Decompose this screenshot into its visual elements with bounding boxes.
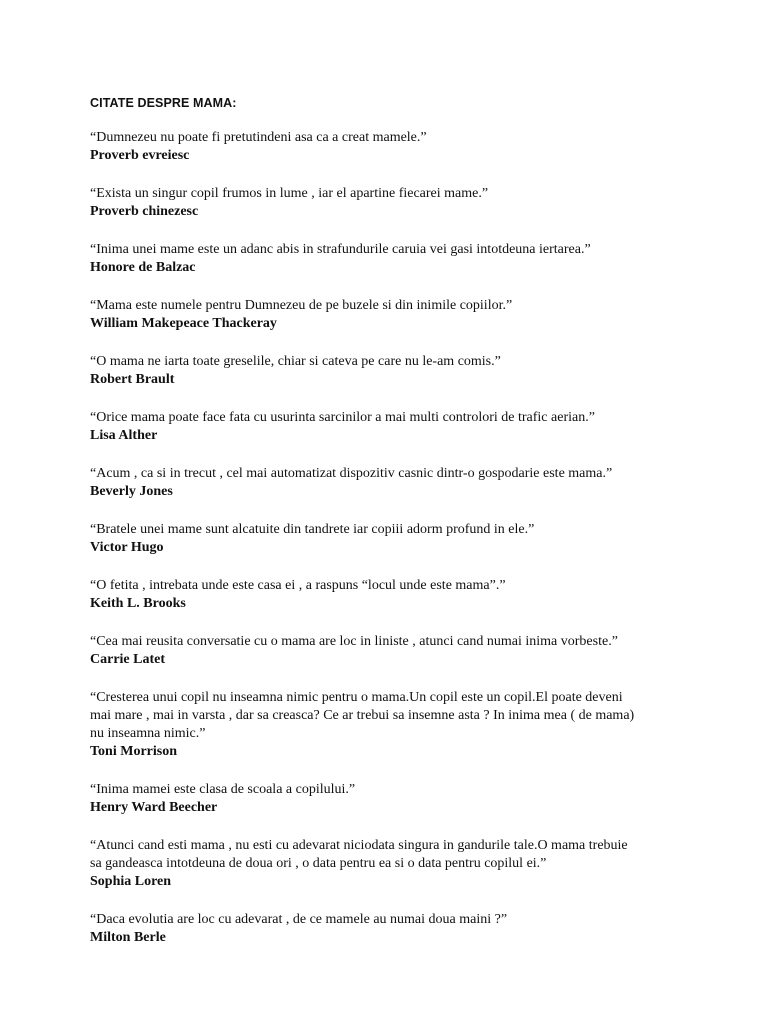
quote-author: Proverb chinezesc: [90, 204, 199, 219]
quote-text: “Mama este numele pentru Dumnezeu de pe buzele si din inimile copiilor.”: [90, 298, 513, 313]
quote-text: “Dumnezeu nu poate fi pretutindeni asa ca a creat mamele.”: [90, 130, 427, 145]
quote-item: [90, 241, 740, 277]
quote-item: [90, 521, 740, 557]
document-title: CITATE DESPRE MAMA:: [90, 96, 237, 110]
quote-item: [90, 837, 740, 891]
quote-text: “Exista un singur copil frumos in lume , iar el apartine fiecarei mame.”: [90, 186, 489, 201]
quote-text: “O mama ne iarta toate greselile, chiar si cateva pe care nu le-am comis.”: [90, 354, 501, 369]
quote-text: “Inima unei mame este un adanc abis in strafundurile caruia vei gasi intotdeuna iertarea.”: [90, 242, 591, 257]
quote-author: Sophia Loren: [90, 874, 172, 889]
quote-item: [90, 409, 740, 445]
quote-author: Henry Ward Beecher: [90, 800, 218, 815]
quote-text: “Cresterea unui copil nu inseamna nimic pentru o mama.Un copil este un copil.El poate deveni mai mare , mai in varsta , dar sa creasca? Ce ar trebui sa insemne asta ? In inima mea ( de mama) nu inseamna nimic.”: [90, 690, 635, 741]
quote-text: “Inima mamei este clasa de scoala a copilului.”: [90, 782, 356, 797]
quote-text: “Acum , ca si in trecut , cel mai automatizat dispozitiv casnic dintr-o gospodarie este mama.”: [90, 466, 613, 481]
quote-text: “Cea mai reusita conversatie cu o mama are loc in liniste , atunci cand numai inima vorbeste.”: [90, 634, 618, 649]
quote-author: Beverly Jones: [90, 484, 173, 499]
quote-item: [90, 353, 740, 389]
quote-author: Milton Berle: [90, 930, 166, 945]
quote-item: [90, 781, 740, 817]
quote-item: [90, 297, 740, 333]
quote-item: [90, 465, 740, 501]
quote-author: Victor Hugo: [90, 540, 164, 555]
quote-item: [90, 129, 740, 165]
quote-text: “O fetita , intrebata unde este casa ei , a raspuns “locul unde este mama”.”: [90, 578, 506, 593]
quote-author: Robert Brault: [90, 372, 175, 387]
quote-author: Honore de Balzac: [90, 260, 196, 275]
quote-item: [90, 185, 740, 221]
quote-author: Proverb evreiesc: [90, 148, 190, 163]
quote-author: Toni Morrison: [90, 744, 177, 759]
quote-author: Lisa Alther: [90, 428, 158, 443]
quote-text: “Daca evolutia are loc cu adevarat , de ce mamele au numai doua maini ?”: [90, 912, 508, 927]
quote-text: “Orice mama poate face fata cu usurinta sarcinilor a mai multi controlori de trafic aerian.”: [90, 410, 595, 425]
quote-item: [90, 689, 740, 761]
quote-text: “Atunci cand esti mama , nu esti cu adevarat niciodata singura in gandurile tale.O mama trebuie sa gandeasca intotdeuna de doua ori , o data pentru ea si o data pentru copilul ei.”: [90, 838, 628, 871]
quote-author: Keith L. Brooks: [90, 596, 186, 611]
quote-item: [90, 577, 740, 613]
quote-item: [90, 633, 740, 669]
quote-text: “Bratele unei mame sunt alcatuite din tandrete iar copiii adorm profund in ele.”: [90, 522, 535, 537]
quote-item: [90, 911, 740, 947]
document-page: [90, 95, 740, 967]
quote-author: Carrie Latet: [90, 652, 166, 667]
quote-author: William Makepeace Thackeray: [90, 316, 277, 331]
